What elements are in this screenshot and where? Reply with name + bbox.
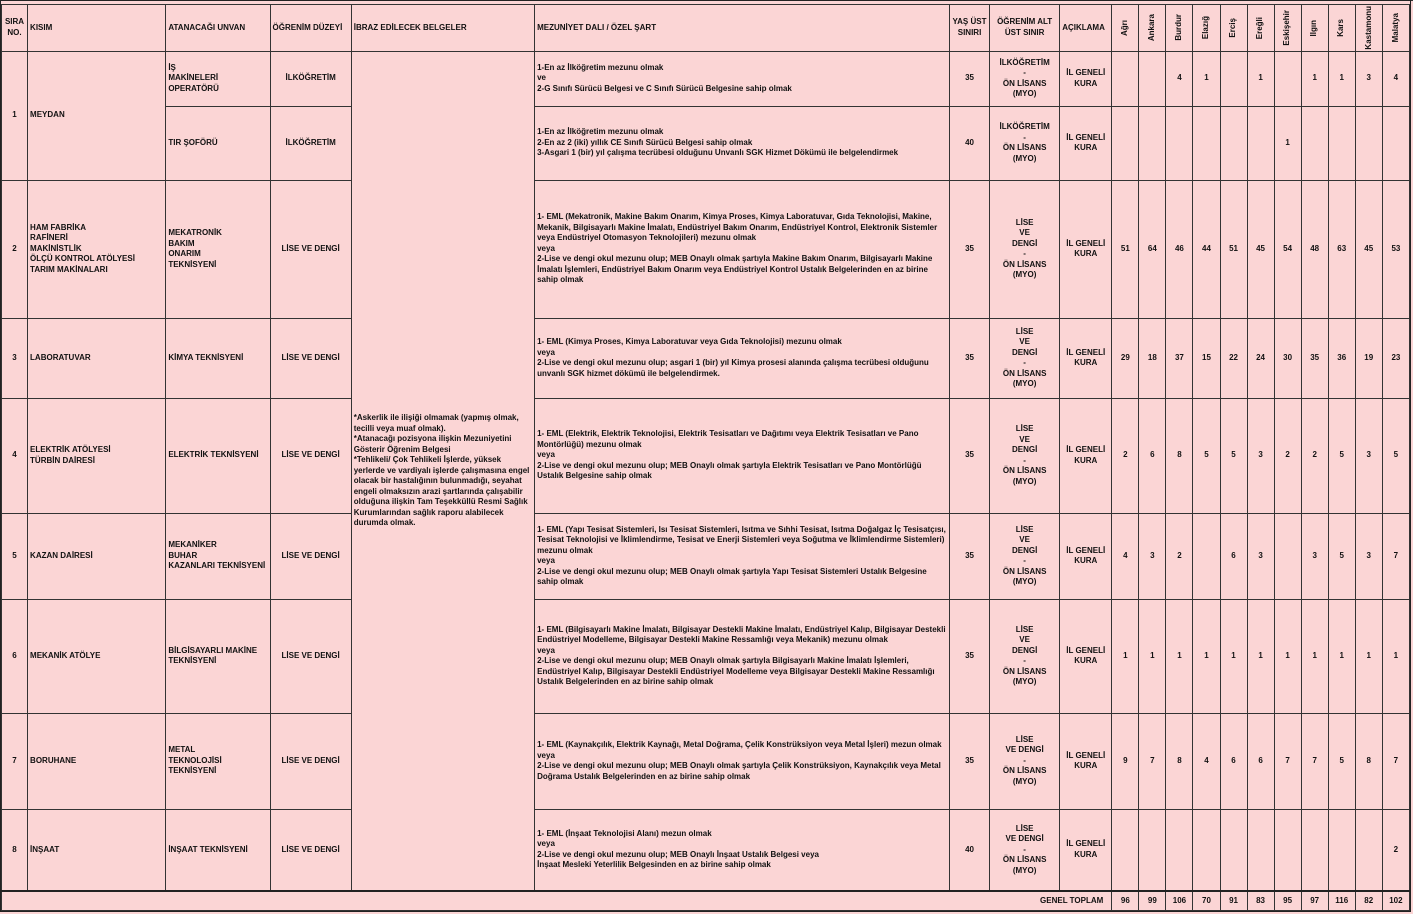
quota-cell: 5 xyxy=(1220,398,1247,513)
row-number: 4 xyxy=(2,398,28,513)
requirements-cell: 1- EML (Mekatronik, Makine Bakım Onarım, Kimya Proses, Kimya Laboratuvar, Gıda Teknolojisi, Makine, Mekanik, Bilgisayarlı Makine İmalatı, Endüstriyel Bakım Onarım, Endüstriyel Kontrol, Elektronik Sistemler veya Endüstriyel Otomasyon Teknolojileri) mezunu olmak veya 2-Lise ve dengi okul mezunu olup; MEB Onaylı olmak şartıyla Makine Bakım Onarım, Bilgisayarlı Makine İmalatı İşlemleri, Endüstriyel Bakım Onarım veya Endüstriyel Kontrol Ustalık Belgelerinden en az birine sahip olmak xyxy=(535,180,950,318)
header-unvan: ATANACAĞI UNVAN xyxy=(166,5,270,52)
department-cell: MEKANİK ATÖLYE xyxy=(28,599,166,713)
quota-cell: 3 xyxy=(1139,513,1166,599)
department-cell: İNŞAAT xyxy=(28,809,166,891)
education-cell: LİSE VE DENGİ xyxy=(270,713,351,809)
quota-cell: 45 xyxy=(1355,180,1382,318)
requirements-cell: 1- EML (Kimya Proses, Kimya Laboratuvar veya Gıda Teknolojisi) mezunu olmak veya 2-Lise ve dengi okul mezunu olup; asgari 1 (bir) yıl Kimya prosesi alanında çalışma tecrübesi olduğunu unvanlı SGK hizmet dökümü ile belgelendirmek. xyxy=(535,318,950,398)
quota-cell: 3 xyxy=(1247,513,1274,599)
quota-cell: 1 xyxy=(1382,599,1409,713)
quota-cell: 1 xyxy=(1301,51,1328,106)
quota-cell: 3 xyxy=(1301,513,1328,599)
education-cell: İLKÖĞRETİM xyxy=(270,51,351,106)
quota-cell: 6 xyxy=(1139,398,1166,513)
quota-cell: 99 xyxy=(1139,891,1166,911)
note-cell: İL GENELİ KURA xyxy=(1060,180,1112,318)
quota-cell: 4 xyxy=(1112,513,1139,599)
header-city: Erciş xyxy=(1228,17,1238,38)
education-range-cell: LİSE VE DENGİ - ÖN LİSANS (MYO) xyxy=(990,180,1060,318)
header-city: Kars xyxy=(1336,18,1346,37)
quota-cell: 95 xyxy=(1274,891,1301,911)
department-cell: KAZAN DAİRESİ xyxy=(28,513,166,599)
department-cell: BORUHANE xyxy=(28,713,166,809)
quota-cell: 106 xyxy=(1166,891,1193,911)
quota-cell: 29 xyxy=(1112,318,1139,398)
quota-cell: 2 xyxy=(1112,398,1139,513)
department-cell: MEYDAN xyxy=(28,51,166,180)
title-cell: İNŞAAT TEKNİSYENİ xyxy=(166,809,270,891)
header-belge: İBRAZ EDİLECEK BELGELER xyxy=(351,5,534,52)
quota-cell: 18 xyxy=(1139,318,1166,398)
requirements-cell: 1- EML (Elektrik, Elektrik Teknolojisi, Elektrik Tesisatları ve Dağıtımı veya Elektrik Tesisatları ve Pano Montörlüğü) mezunu olmak veya 2-Lise ve dengi okul mezunu olup; MEB Onaylı olmak şartıyla Elektrik Tesisatları ve Pano Montörlüğü Ustalık Belgesine sahip olmak xyxy=(535,398,950,513)
note-cell: İL GENELİ KURA xyxy=(1060,51,1112,106)
quota-cell: 1 xyxy=(1274,599,1301,713)
quota-cell: 54 xyxy=(1274,180,1301,318)
age-limit-cell: 35 xyxy=(949,713,989,809)
quota-cell: 2 xyxy=(1301,398,1328,513)
quota-cell: 1 xyxy=(1274,106,1301,180)
age-limit-cell: 35 xyxy=(949,599,989,713)
education-cell: LİSE VE DENGİ xyxy=(270,513,351,599)
quota-cell: 2 xyxy=(1166,513,1193,599)
row-number: 6 xyxy=(2,599,28,713)
quota-cell: 3 xyxy=(1355,513,1382,599)
quota-cell: 5 xyxy=(1328,713,1355,809)
quota-cell: 70 xyxy=(1193,891,1220,911)
age-limit-cell: 40 xyxy=(949,106,989,180)
quota-cell: 3 xyxy=(1355,398,1382,513)
note-cell: İL GENELİ KURA xyxy=(1060,713,1112,809)
quota-cell: 24 xyxy=(1247,318,1274,398)
education-cell: LİSE VE DENGİ xyxy=(270,599,351,713)
quota-cell: 44 xyxy=(1193,180,1220,318)
quota-cell: 37 xyxy=(1166,318,1193,398)
quota-cell: 1 xyxy=(1112,599,1139,713)
department-cell: LABORATUVAR xyxy=(28,318,166,398)
total-label: GENEL TOPLAM xyxy=(2,891,1112,911)
requirements-cell: 1- EML (Kaynakçılık, Elektrik Kaynağı, Metal Doğrama, Çelik Konstrüksiyon veya Metal İşleri) mezun olmak veya 2-Lise ve dengi okul mezunu olup; MEB Onaylı olmak şartıyla Çelik Konstrüksiyon, Kaynakçılık veya Metal Doğrama Ustalık Belgelerinden en az birine sahip olmak xyxy=(535,713,950,809)
quota-cell: 51 xyxy=(1220,180,1247,318)
row-number: 5 xyxy=(2,513,28,599)
quota-cell: 1 xyxy=(1247,599,1274,713)
required-documents-cell: *Askerlik ile ilişiği olmamak (yapmış olmak, tecilli veya muaf olmak). *Atanacağı pozisyona ilişkin Mezuniyetini Gösterir Öğrenim Belgesi *Tehlikeli/ Çok Tehlikeli İşlerde, yüksek yerlerde ve vardiyalı işlerde çalışmasına engel olacak bir hastalığının bulunmadığı, seyahat engeli olmaksızın arazi şartlarında çalışabilir olduğuna ilişkin Tam Teşekküllü Resmi Sağlık Kurumlarından sağlık raporu alabilecek durumda olmak. xyxy=(351,51,534,891)
age-limit-cell: 40 xyxy=(949,809,989,891)
row-number: 1 xyxy=(2,51,28,180)
requirements-cell: 1- EML (Bilgisayarlı Makine İmalatı, Bilgisayar Destekli Makine İmalatı, Endüstriyel Kalıp, Bilgisayar Destekli Endüstriyel Modelleme, Bilgisayar Destekli Makine Ressamlığı veya Mekanik) mezunu olmak veya 2-Lise ve dengi okul mezunu olup; MEB Onaylı olmak şartıyla Bilgisayarlı Makine İmalatı İşlemleri, Endüstriyel Kalıp, Bilgisayar Destekli Endüstriyel Modelleme veya Bilgisayar Destekli Makine Ressamlığı Ustalık Belgelerinden en az birine sahip olmak xyxy=(535,599,950,713)
education-range-cell: LİSE VE DENGİ - ÖN LİSANS (MYO) xyxy=(990,513,1060,599)
quota-cell: 82 xyxy=(1355,891,1382,911)
quota-cell: 3 xyxy=(1247,398,1274,513)
note-cell: İL GENELİ KURA xyxy=(1060,106,1112,180)
header-city: Kastamonu xyxy=(1363,6,1373,50)
header-ogrenim: ÖĞRENİM DÜZEYİ xyxy=(270,5,351,52)
education-range-cell: LİSE VE DENGİ - ÖN LİSANS (MYO) xyxy=(990,398,1060,513)
quota-cell: 53 xyxy=(1382,180,1409,318)
title-cell: MEKANİKER BUHAR KAZANLARI TEKNİSYENİ xyxy=(166,513,270,599)
education-cell: İLKÖĞRETİM xyxy=(270,106,351,180)
age-limit-cell: 35 xyxy=(949,398,989,513)
header-city: Ereğli xyxy=(1255,16,1265,39)
quota-cell: 7 xyxy=(1382,513,1409,599)
education-cell: LİSE VE DENGİ xyxy=(270,318,351,398)
title-cell: BİLGİSAYARLI MAKİNE TEKNİSYENİ xyxy=(166,599,270,713)
age-limit-cell: 35 xyxy=(949,51,989,106)
header-city: Ankara xyxy=(1147,14,1157,42)
quota-cell: 23 xyxy=(1382,318,1409,398)
education-range-cell: LİSE VE DENGİ - ÖN LİSANS (MYO) xyxy=(990,318,1060,398)
quota-cell: 64 xyxy=(1139,180,1166,318)
education-cell: LİSE VE DENGİ xyxy=(270,180,351,318)
quota-cell: 8 xyxy=(1166,713,1193,809)
quota-cell: 5 xyxy=(1328,513,1355,599)
header-kisim: KISIM xyxy=(28,5,166,52)
title-cell: MEKATRONİK BAKIM ONARIM TEKNİSYENİ xyxy=(166,180,270,318)
quota-cell: 2 xyxy=(1274,398,1301,513)
quota-cell: 5 xyxy=(1382,398,1409,513)
quota-cell: 9 xyxy=(1112,713,1139,809)
quota-cell: 1 xyxy=(1328,599,1355,713)
quota-cell: 96 xyxy=(1112,891,1139,911)
quota-cell: 6 xyxy=(1220,513,1247,599)
title-cell: İŞ MAKİNELERİ OPERATÖRÜ xyxy=(166,51,270,106)
quota-cell: 91 xyxy=(1220,891,1247,911)
education-range-cell: LİSE VE DENGİ - ÖN LİSANS (MYO) xyxy=(990,599,1060,713)
header-city: Ağrı xyxy=(1120,19,1130,36)
quota-cell: 83 xyxy=(1247,891,1274,911)
education-range-cell: LİSE VE DENGİ - ÖN LİSANS (MYO) xyxy=(990,713,1060,809)
quota-cell: 6 xyxy=(1220,713,1247,809)
header-alt-ust: ÖĞRENİM ALT ÜST SINIR xyxy=(990,5,1060,52)
quota-cell: 19 xyxy=(1355,318,1382,398)
requirements-cell: 1- EML (İnşaat Teknolojisi Alanı) mezun olmak veya 2-Lise ve dengi okul mezunu olup; MEB Onaylı İnşaat Ustalık Belgesi veya İnşaat Mesleki Yeterlilik Belgesinden en az birine sahip olmak xyxy=(535,809,950,891)
quota-cell: 7 xyxy=(1139,713,1166,809)
quota-cell: 36 xyxy=(1328,318,1355,398)
quota-cell: 5 xyxy=(1193,398,1220,513)
quota-cell: 8 xyxy=(1166,398,1193,513)
education-range-cell: İLKÖĞRETİM - ÖN LİSANS (MYO) xyxy=(990,106,1060,180)
quota-cell: 1 xyxy=(1220,599,1247,713)
quota-cell: 7 xyxy=(1301,713,1328,809)
quota-cell: 1 xyxy=(1328,51,1355,106)
quota-cell: 2 xyxy=(1382,809,1409,891)
quota-cell: 1 xyxy=(1166,599,1193,713)
age-limit-cell: 35 xyxy=(949,180,989,318)
header-city: Eskişehir xyxy=(1282,9,1292,46)
quota-cell: 22 xyxy=(1220,318,1247,398)
quota-cell: 3 xyxy=(1355,51,1382,106)
quota-cell: 97 xyxy=(1301,891,1328,911)
quota-cell: 6 xyxy=(1247,713,1274,809)
title-cell: KİMYA TEKNİSYENİ xyxy=(166,318,270,398)
title-cell: TIR ŞOFÖRÜ xyxy=(166,106,270,180)
note-cell: İL GENELİ KURA xyxy=(1060,809,1112,891)
title-cell: METAL TEKNOLOJİSİ TEKNİSYENİ xyxy=(166,713,270,809)
education-range-cell: İLKÖĞRETİM - ÖN LİSANS (MYO) xyxy=(990,51,1060,106)
education-cell: LİSE VE DENGİ xyxy=(270,809,351,891)
header-yas: YAŞ ÜST SINIRI xyxy=(949,5,989,52)
quota-cell: 35 xyxy=(1301,318,1328,398)
header-city: Burdur xyxy=(1174,14,1184,42)
quota-cell: 15 xyxy=(1193,318,1220,398)
note-cell: İL GENELİ KURA xyxy=(1060,513,1112,599)
quota-cell: 48 xyxy=(1301,180,1328,318)
quota-cell: 46 xyxy=(1166,180,1193,318)
department-cell: HAM FABRİKA RAFİNERİ MAKİNİSTLİK ÖLÇÜ KONTROL ATÖLYESİ TARIM MAKİNALARI xyxy=(28,180,166,318)
education-cell: LİSE VE DENGİ xyxy=(270,398,351,513)
quota-cell: 102 xyxy=(1382,891,1409,911)
note-cell: İL GENELİ KURA xyxy=(1060,599,1112,713)
quota-cell: 4 xyxy=(1382,51,1409,106)
header-city: Elazığ xyxy=(1201,16,1211,40)
age-limit-cell: 35 xyxy=(949,318,989,398)
quota-cell: 4 xyxy=(1166,51,1193,106)
quota-cell: 30 xyxy=(1274,318,1301,398)
quota-cell: 116 xyxy=(1328,891,1355,911)
quota-cell: 1 xyxy=(1355,599,1382,713)
quota-cell: 1 xyxy=(1301,599,1328,713)
requirements-cell: 1-En az İlköğretim mezunu olmak ve 2-G Sınıfı Sürücü Belgesi ve C Sınıfı Sürücü Belgesine sahip olmak xyxy=(535,51,950,106)
note-cell: İL GENELİ KURA xyxy=(1060,318,1112,398)
header-city: Ilgın xyxy=(1309,19,1319,36)
quota-cell: 1 xyxy=(1193,599,1220,713)
title-cell: ELEKTRİK TEKNİSYENİ xyxy=(166,398,270,513)
quota-cell: 51 xyxy=(1112,180,1139,318)
requirements-cell: 1- EML (Yapı Tesisat Sistemleri, Isı Tesisat Sistemleri, Isıtma ve Sıhhi Tesisat, Isıtma Doğalgaz İç Tesisatçısı, Tesisat Teknolojisi ve İklimlendirme, Tesisat ve Enerji Sistemleri veya Soğutma ve İklimlendirme Sistemleri) mezunu olmak veya 2-Lise ve dengi okul mezunu olup; MEB Onaylı olmak şartıyla Yapı Tesisat Sistemleri Ustalık Belgesine sahip olmak xyxy=(535,513,950,599)
row-number: 3 xyxy=(2,318,28,398)
quota-cell: 5 xyxy=(1328,398,1355,513)
quota-cell: 63 xyxy=(1328,180,1355,318)
row-number: 8 xyxy=(2,809,28,891)
requirements-cell: 1-En az İlköğretim mezunu olmak 2-En az 2 (iki) yıllık CE Sınıfı Sürücü Belgesi sahip olmak 3-Asgari 1 (bir) yıl çalışma tecrübesi olduğunu Unvanlı SGK Hizmet Dökümü ile belgelendirmek xyxy=(535,106,950,180)
quota-cell: 1 xyxy=(1193,51,1220,106)
note-cell: İL GENELİ KURA xyxy=(1060,398,1112,513)
quota-cell: 45 xyxy=(1247,180,1274,318)
department-cell: ELEKTRİK ATÖLYESİ TÜRBİN DAİRESİ xyxy=(28,398,166,513)
row-number: 2 xyxy=(2,180,28,318)
age-limit-cell: 35 xyxy=(949,513,989,599)
header-sart: MEZUNİYET DALI / ÖZEL ŞART xyxy=(535,5,950,52)
quota-cell: 1 xyxy=(1139,599,1166,713)
row-number: 7 xyxy=(2,713,28,809)
header-aciklama: AÇIKLAMA xyxy=(1060,5,1112,52)
education-range-cell: LİSE VE DENGİ - ÖN LİSANS (MYO) xyxy=(990,809,1060,891)
quota-cell: 8 xyxy=(1355,713,1382,809)
quota-cell: 7 xyxy=(1382,713,1409,809)
quota-cell: 4 xyxy=(1193,713,1220,809)
quota-cell: 7 xyxy=(1274,713,1301,809)
header-city: Malatya xyxy=(1390,13,1400,43)
header-sira: SIRA NO. xyxy=(2,5,28,52)
quota-cell: 1 xyxy=(1247,51,1274,106)
